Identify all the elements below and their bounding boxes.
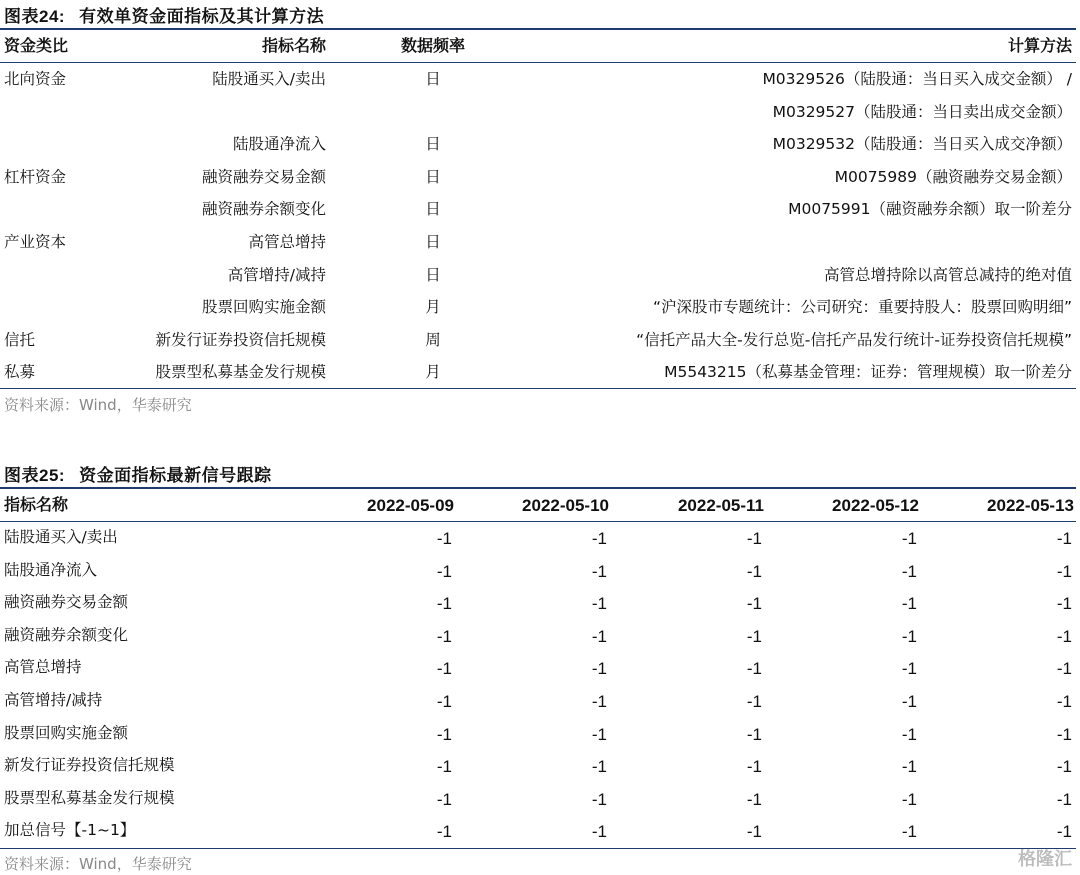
fig24-row-name: 陆股通买入/卖出 bbox=[212, 70, 326, 88]
fig24-row-freq: 日 bbox=[425, 70, 441, 88]
watermark-logo: 格隆汇 bbox=[1018, 849, 1072, 870]
fig25-row-name: 高管增持/减持 bbox=[4, 691, 103, 709]
fig25-row-value: -1 bbox=[1056, 627, 1072, 646]
fig25-date-header: 2022-05-11 bbox=[677, 496, 764, 515]
fig25-title-num: 图表25: bbox=[4, 466, 66, 485]
fig25-row-value: -1 bbox=[901, 627, 917, 646]
fig25-row-value: -1 bbox=[436, 757, 452, 776]
fig24-title-text: 有效单资金面指标及其计算方法 bbox=[79, 7, 325, 27]
fig24-row-method: “沪深股市专题统计：公司研究：重要持股人：股票回购明细” bbox=[652, 298, 1072, 316]
fig25-row-value: -1 bbox=[746, 562, 762, 581]
fig25-row-value: -1 bbox=[1056, 822, 1072, 841]
fig24-header-freq: 数据频率 bbox=[400, 36, 465, 55]
fig24-title-num: 图表24: bbox=[4, 7, 66, 26]
fig25-row-value: -1 bbox=[591, 659, 607, 678]
fig25-row-value: -1 bbox=[436, 594, 452, 613]
fig25-row-value: -1 bbox=[901, 757, 917, 776]
fig25-row-name: 高管总增持 bbox=[4, 658, 82, 676]
fig25-row-value: -1 bbox=[901, 529, 917, 548]
fig25-row-value: -1 bbox=[901, 562, 917, 581]
fig25-row-value: -1 bbox=[591, 790, 607, 809]
fig25-row-value: -1 bbox=[746, 594, 762, 613]
fig24-row-method: M0075989（融资融券交易金额） bbox=[834, 168, 1072, 186]
fig25-row-value: -1 bbox=[746, 692, 762, 711]
fig24-row-method: M0329527（陆股通：当日卖出成交金额） bbox=[772, 103, 1072, 121]
fig25-date-header: 2022-05-12 bbox=[832, 496, 919, 515]
fig24-row-category: 杠杆资金 bbox=[4, 168, 67, 186]
fig25-row-name: 股票回购实施金额 bbox=[4, 724, 129, 742]
fig25-row-value: -1 bbox=[1056, 757, 1072, 776]
fig24-row-name: 新发行证券投资信托规模 bbox=[155, 331, 326, 349]
fig25-row-value: -1 bbox=[746, 627, 762, 646]
fig25-row-value: -1 bbox=[591, 822, 607, 841]
fig24-row-name: 高管总增持 bbox=[248, 233, 326, 251]
fig25-row-value: -1 bbox=[746, 822, 762, 841]
fig25-row-value: -1 bbox=[591, 562, 607, 581]
fig25-row-value: -1 bbox=[436, 822, 452, 841]
fig25-source: 资料来源：Wind，华泰研究 bbox=[4, 855, 192, 873]
fig24-top-rule bbox=[0, 28, 1076, 30]
fig24-row-name: 高管增持/减持 bbox=[227, 266, 326, 284]
fig24-bottom-rule bbox=[0, 388, 1076, 389]
fig25-row-value: -1 bbox=[1056, 725, 1072, 744]
fig25-row-value: -1 bbox=[436, 529, 452, 548]
fig25-row-value: -1 bbox=[901, 822, 917, 841]
fig24-row-name: 陆股通净流入 bbox=[232, 135, 326, 153]
fig25-row-name: 融资融券余额变化 bbox=[4, 626, 129, 644]
fig25-row-value: -1 bbox=[901, 594, 917, 613]
fig24-row-method: 高管总增持除以高管总减持的绝对值 bbox=[823, 266, 1072, 284]
fig24-row-freq: 日 bbox=[425, 233, 441, 251]
fig24-header-category: 资金类比 bbox=[4, 36, 69, 55]
fig24-row-name: 股票型私募基金发行规模 bbox=[155, 363, 326, 381]
fig25-row-value: -1 bbox=[746, 659, 762, 678]
fig25-date-header: 2022-05-10 bbox=[522, 496, 609, 515]
fig25-row-value: -1 bbox=[436, 627, 452, 646]
fig25-row-name: 股票型私募基金发行规模 bbox=[4, 789, 175, 807]
fig24-row-category: 产业资本 bbox=[4, 233, 67, 251]
fig24-header-rule bbox=[0, 62, 1076, 63]
fig25-row-name: 新发行证券投资信托规模 bbox=[4, 756, 175, 774]
fig25-row-value: -1 bbox=[746, 757, 762, 776]
fig24-row-freq: 月 bbox=[425, 363, 441, 381]
fig24-row-freq: 日 bbox=[425, 200, 441, 218]
fig25-row-value: -1 bbox=[1056, 790, 1072, 809]
fig24-title bbox=[4, 2, 324, 27]
fig25-bottom-rule bbox=[0, 848, 1076, 849]
fig25-row-value: -1 bbox=[1056, 562, 1072, 581]
fig25-row-value: -1 bbox=[436, 725, 452, 744]
fig25-title-text: 资金面指标最新信号跟踪 bbox=[79, 466, 272, 486]
fig25-row-value: -1 bbox=[901, 659, 917, 678]
fig25-row-value: -1 bbox=[746, 790, 762, 809]
fig25-date-header: 2022-05-13 bbox=[987, 496, 1074, 515]
fig25-row-value: -1 bbox=[1056, 659, 1072, 678]
fig24-row-name: 融资融券交易金额 bbox=[201, 168, 326, 186]
fig24-header-method: 计算方法 bbox=[1007, 36, 1072, 55]
fig24-row-freq: 日 bbox=[425, 266, 441, 284]
fig25-row-value: -1 bbox=[1056, 594, 1072, 613]
fig25-row-value: -1 bbox=[591, 627, 607, 646]
fig25-row-value: -1 bbox=[436, 659, 452, 678]
fig24-row-method: M5543215（私募基金管理：证券：管理规模）取一阶差分 bbox=[664, 363, 1072, 381]
fig25-row-value: -1 bbox=[901, 725, 917, 744]
fig24-row-method: “信托产品大全-发行总览-信托产品发行统计-证券投资信托规模” bbox=[636, 331, 1072, 349]
fig24-row-method: M0329526（陆股通：当日买入成交金额） / bbox=[762, 70, 1072, 88]
fig24-row-category: 北向资金 bbox=[4, 70, 67, 88]
fig25-row-name: 陆股通净流入 bbox=[4, 561, 98, 579]
fig25-row-value: -1 bbox=[1056, 692, 1072, 711]
fig25-row-name: 陆股通买入/卖出 bbox=[4, 528, 118, 546]
fig25-date-header: 2022-05-09 bbox=[367, 496, 454, 515]
fig24-row-freq: 日 bbox=[425, 135, 441, 153]
fig25-row-value: -1 bbox=[746, 725, 762, 744]
fig24-row-method: M0075991（融资融券余额）取一阶差分 bbox=[788, 200, 1072, 218]
fig25-row-value: -1 bbox=[591, 529, 607, 548]
fig25-header-rule bbox=[0, 521, 1076, 522]
fig24-row-category: 信托 bbox=[4, 331, 36, 349]
fig25-row-value: -1 bbox=[436, 692, 452, 711]
fig24-row-freq: 月 bbox=[425, 298, 441, 316]
fig25-row-value: -1 bbox=[591, 692, 607, 711]
fig24-row-name: 融资融券余额变化 bbox=[201, 200, 326, 218]
fig25-row-value: -1 bbox=[901, 790, 917, 809]
fig25-row-value: -1 bbox=[591, 594, 607, 613]
fig25-row-value: -1 bbox=[1056, 529, 1072, 548]
fig25-row-value: -1 bbox=[591, 725, 607, 744]
fig24-row-method: M0329532（陆股通：当日买入成交净额） bbox=[772, 135, 1072, 153]
fig24-row-freq: 周 bbox=[425, 331, 441, 349]
fig25-row-name: 融资融券交易金额 bbox=[4, 593, 129, 611]
fig25-row-value: -1 bbox=[901, 692, 917, 711]
fig24-row-name: 股票回购实施金额 bbox=[201, 298, 326, 316]
fig25-title bbox=[4, 461, 272, 486]
fig25-row-value: -1 bbox=[436, 562, 452, 581]
fig24-source: 资料来源：Wind，华泰研究 bbox=[4, 396, 192, 414]
fig25-row-value: -1 bbox=[591, 757, 607, 776]
fig24-header-name: 指标名称 bbox=[261, 36, 326, 55]
fig24-row-category: 私募 bbox=[4, 363, 36, 381]
fig25-top-rule bbox=[0, 487, 1076, 489]
fig25-row-value: -1 bbox=[436, 790, 452, 809]
fig25-row-value: -1 bbox=[746, 529, 762, 548]
fig25-row-name: 加总信号【-1~1】 bbox=[4, 821, 136, 839]
fig25-header-name: 指标名称 bbox=[4, 495, 69, 514]
fig24-row-freq: 日 bbox=[425, 168, 441, 186]
